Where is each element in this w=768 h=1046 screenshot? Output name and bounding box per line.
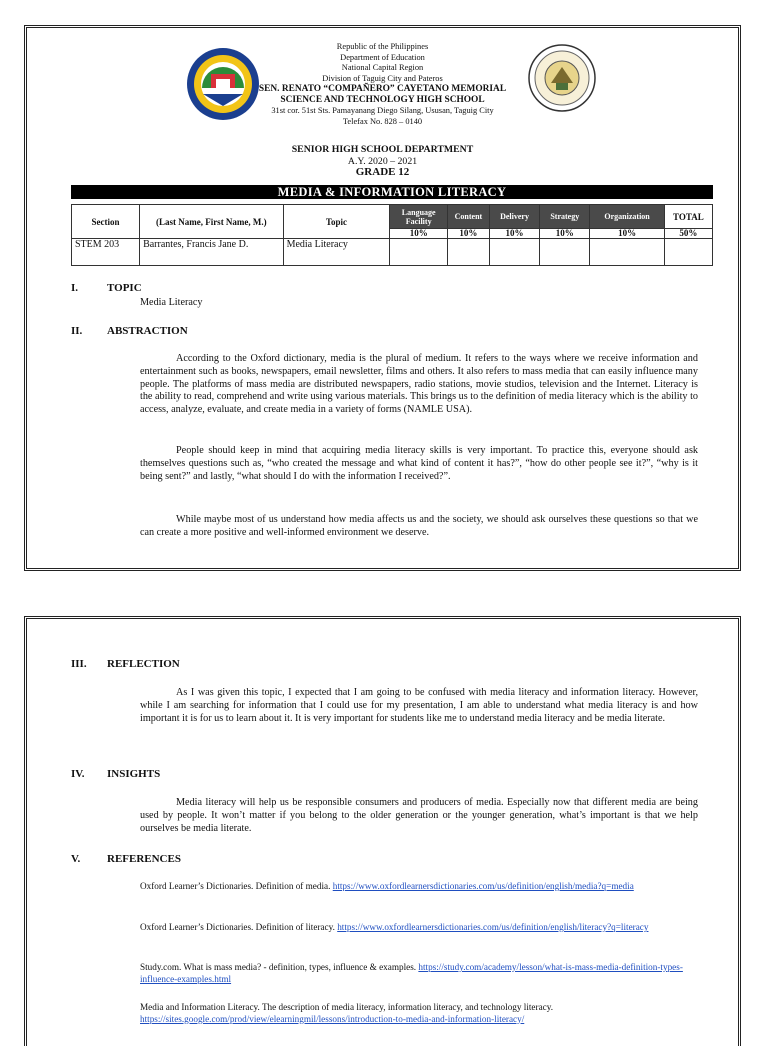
section-number: IV. [71,768,85,780]
cell-score [540,239,590,266]
reference-link[interactable]: https://www.oxfordlearnersdictionaries.com/us/definition/english/media?q=media [332,881,634,891]
rubric-percent-total: 50% [664,229,712,239]
reference-item [140,1002,700,1025]
department-block [27,144,738,179]
rubric-header-strategy: Strategy [540,205,590,229]
cell-name: Barrantes, Francis Jane D. [140,239,283,266]
abstraction-paragraph: According to the Oxford dictionary, media is the plural of medium. It refers to the ways where we receive information and entertainment such as books, newspapers, email newsletter, films and others. It also refers to mass media that can easily influence many people. The platforms of mass media are distributed newspapers, radio stations, movie studios, television and the Internet. Literacy is the ability to read, comprehend and write using various materials. This brings us to the definition of media literacy which is the ability to access, analyze, evaluate, and create media in a variety of forms (NAMLE USA). [140,353,698,416]
reference-link[interactable]: https://sites.google.com/prod/view/elearningmil/lessons/introduction-to-media-and-information-literacy/ [140,1013,525,1024]
rubric-header-total: TOTAL [664,205,712,229]
table-row [72,239,713,266]
section-title: REFERENCES [107,853,181,865]
rubric-percent: 10% [489,229,539,239]
document-page-1 [24,25,741,571]
section-references-heading [71,853,181,865]
rubric-percent: 10% [590,229,664,239]
school-name-line1: SEN. RENATO “COMPAÑERO” CAYETANO MEMORIAL [258,84,507,95]
reference-item [140,881,700,893]
section-number: III. [71,658,87,670]
section-topic-heading [71,282,142,294]
reference-item [140,962,700,985]
cell-score [664,239,712,266]
header-line: Department of Education [340,52,425,62]
header-line: Republic of the Philippines [336,42,429,51]
academic-year: A.Y. 2020 – 2021 [347,155,418,167]
header-line: National Capital Region [341,63,424,73]
rubric-table [71,204,713,266]
cell-score [489,239,539,266]
subject-banner: MEDIA & INFORMATION LITERACY [71,185,713,199]
rubric-percent: 10% [540,229,590,239]
abstraction-paragraph: While maybe most of us understand how media affects us and the society, we should ask ourselves these questions so that we can create a more positive and well-informed environment we deserve. [140,514,698,538]
department-name: SENIOR HIGH SCHOOL DEPARTMENT [291,144,474,155]
rubric-header-language: Language Facility [390,205,448,229]
cell-score [447,239,489,266]
section-reflection-heading [71,658,180,670]
rubric-header-delivery: Delivery [489,205,539,229]
section-insights-heading [71,768,160,780]
school-name-line2: SCIENCE AND TECHNOLOGY HIGH SCHOOL [280,95,485,106]
reference-text: Media and Information Literacy. The description of media literacy, information literacy, and technology literacy. [140,1002,554,1012]
section-number: II. [71,325,83,337]
section-number: I. [71,282,79,294]
reference-text: Oxford Learner’s Dictionaries. Definition of media. [140,881,333,891]
topic-text: Media Literacy [140,297,203,308]
reflection-paragraph: As I was given this topic, I expected that I am going to be confused with media literacy and information literacy. However, while I am searching for information that I could use for my presentation, I am able to understand what media literacy is and how important it is for us to learn about it. It is very important for students like me to understand media literacy and be media literate. [140,687,698,724]
cell-section: STEM 203 [72,239,140,266]
section-title: TOPIC [107,282,142,294]
reference-link[interactable]: https://www.oxfordlearnersdictionaries.com/us/definition/english/literacy?q=literacy [337,922,649,932]
reference-text: Oxford Learner’s Dictionaries. Definition of literacy. [140,922,338,932]
reference-link[interactable]: https://study.com/academy/lesson/what-is-mass-media-definition-types-influence-examples.html [140,962,683,984]
school-header [27,42,738,128]
abstraction-paragraph: People should keep in mind that acquiring media literacy skills is very important. To practice this, everyone should ask themselves questions such as, “who created the message and what kind of content it has?”, “how do other people see it?”, “why is it being sent?” and lastly, “what should I do with the information I received?”. [140,445,698,482]
rubric-header-name: (Last Name, First Name, M.) [140,205,283,239]
section-number: V. [71,853,81,865]
reference-text: Study.com. What is mass media? - definition, types, influence & examples. [140,962,419,972]
cell-topic: Media Literacy [283,239,390,266]
section-abstraction-heading [71,325,188,337]
section-title: INSIGHTS [107,768,161,780]
school-telefax: Telefax No. 828 – 0140 [342,116,423,126]
section-title: REFLECTION [107,658,180,670]
header-line: Division of Taguig City and Pateros [322,73,443,83]
document-page-2 [24,616,741,1046]
insights-paragraph: Media literacy will help us be responsible consumers and producers of media. Especially now that different media are being used by people. It won’t matter if you belong to the older generation or the younger generation, what’s important is that we help ourselves be media literate. [140,797,698,834]
rubric-header-organization: Organization [590,205,664,229]
rubric-header-section: Section [72,205,140,239]
rubric-percent: 10% [447,229,489,239]
section-title: ABSTRACTION [107,325,188,337]
school-address: 31st cor. 51st Sts. Pamayanang Diego Silang, Ususan, Taguig City [271,106,494,116]
reference-item [140,922,700,934]
rubric-header-topic: Topic [283,205,390,239]
rubric-header-content: Content [447,205,489,229]
cell-score [390,239,448,266]
cell-score [590,239,664,266]
grade-level: GRADE 12 [355,166,410,178]
rubric-percent: 10% [390,229,448,239]
